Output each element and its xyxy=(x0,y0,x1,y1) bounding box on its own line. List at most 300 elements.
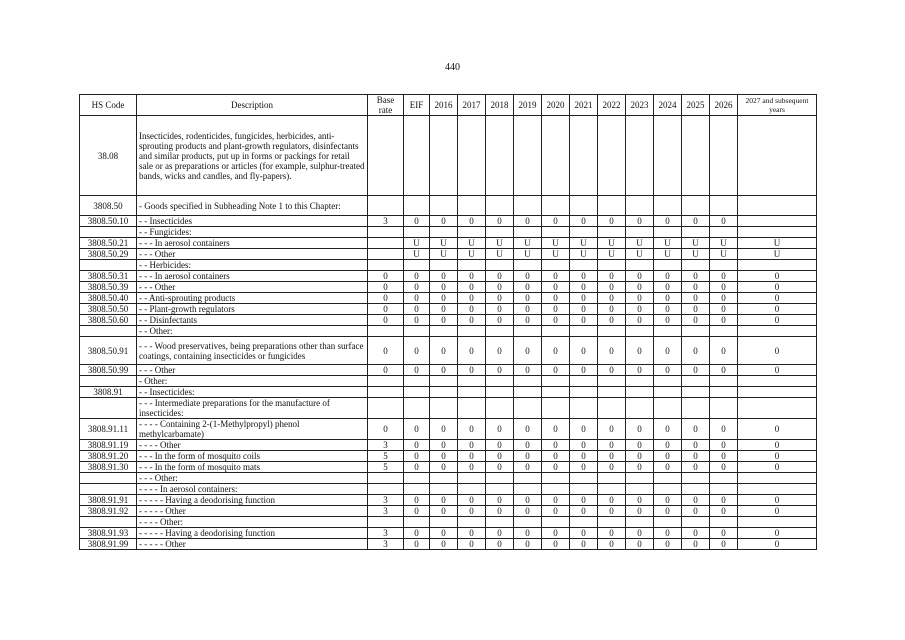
rate-cell: 0 xyxy=(738,293,817,304)
description-cell: - - - In the form of mosquito coils xyxy=(137,451,368,462)
table-row xyxy=(80,473,817,484)
rate-cell: 0 xyxy=(458,365,486,376)
rate-cell: 0 xyxy=(404,419,430,440)
rate-cell: 0 xyxy=(404,271,430,282)
rate-cell xyxy=(654,473,682,484)
rate-cell: 0 xyxy=(368,282,404,293)
rate-cell: 5 xyxy=(368,451,404,462)
rate-cell: 0 xyxy=(626,539,654,550)
rate-cell: 0 xyxy=(654,451,682,462)
rate-cell: 5 xyxy=(368,462,404,473)
rate-cell xyxy=(738,376,817,387)
rate-cell: U xyxy=(542,249,570,260)
table-row xyxy=(80,539,817,550)
rate-cell: 0 xyxy=(368,365,404,376)
rate-cell xyxy=(430,398,458,419)
rate-cell xyxy=(514,387,542,398)
rate-cell: U xyxy=(404,249,430,260)
table-row xyxy=(80,495,817,506)
rate-cell: 0 xyxy=(486,282,514,293)
column-header: 2016 xyxy=(430,95,458,116)
rate-cell xyxy=(404,517,430,528)
rate-cell xyxy=(368,473,404,484)
rate-cell: 0 xyxy=(710,440,738,451)
rate-cell: 0 xyxy=(738,462,817,473)
rate-cell: 0 xyxy=(598,419,626,440)
rate-cell: 0 xyxy=(682,528,710,539)
rate-cell: 0 xyxy=(542,216,570,227)
rate-cell: 0 xyxy=(738,495,817,506)
table-row xyxy=(80,249,817,260)
rate-cell: U xyxy=(598,238,626,249)
rate-cell: 0 xyxy=(570,440,598,451)
rate-cell: 0 xyxy=(738,451,817,462)
rate-cell xyxy=(368,249,404,260)
rate-cell: 0 xyxy=(486,451,514,462)
hs-code-cell: 3808.50.31 xyxy=(80,271,137,282)
rate-cell: 0 xyxy=(710,293,738,304)
rate-cell: 0 xyxy=(710,539,738,550)
description-cell: - Goods specified in Subheading Note 1 to this Chapter: xyxy=(137,196,368,216)
hs-code-cell: 3808.50.40 xyxy=(80,293,137,304)
hs-code-cell xyxy=(80,517,137,528)
rate-cell xyxy=(570,387,598,398)
rate-cell: 0 xyxy=(430,216,458,227)
rate-cell xyxy=(458,227,486,238)
rate-cell: U xyxy=(570,249,598,260)
table-row xyxy=(80,506,817,517)
rate-cell xyxy=(430,260,458,271)
rate-cell: 0 xyxy=(738,440,817,451)
rate-cell: 0 xyxy=(404,440,430,451)
rate-cell: 0 xyxy=(458,440,486,451)
hs-code-cell: 3808.50.60 xyxy=(80,315,137,326)
rate-cell xyxy=(458,260,486,271)
rate-cell: 0 xyxy=(514,495,542,506)
description-cell: - - - - Other xyxy=(137,440,368,451)
rate-cell xyxy=(570,326,598,337)
description-cell: - - - Wood preservatives, being preparations other than surface coatings, containing insecticides or fungicides xyxy=(137,337,368,365)
rate-cell: 0 xyxy=(598,440,626,451)
rate-cell xyxy=(458,484,486,495)
rate-cell: U xyxy=(626,238,654,249)
hs-code-cell xyxy=(80,473,137,484)
rate-cell xyxy=(542,484,570,495)
rate-cell: U xyxy=(486,238,514,249)
column-header: 2024 xyxy=(654,95,682,116)
column-header: 2022 xyxy=(598,95,626,116)
rate-cell xyxy=(738,517,817,528)
description-cell: - - Herbicides: xyxy=(137,260,368,271)
rate-cell xyxy=(514,398,542,419)
rate-cell xyxy=(458,326,486,337)
rate-cell xyxy=(542,398,570,419)
rate-cell: 0 xyxy=(598,539,626,550)
rate-cell: 0 xyxy=(458,419,486,440)
rate-cell xyxy=(710,376,738,387)
rate-cell: 0 xyxy=(514,419,542,440)
rate-cell: 0 xyxy=(430,462,458,473)
rate-cell xyxy=(738,387,817,398)
rate-cell: 3 xyxy=(368,528,404,539)
description-cell: - - Plant-growth regulators xyxy=(137,304,368,315)
table-row xyxy=(80,337,817,365)
rate-cell xyxy=(654,387,682,398)
rate-cell: 0 xyxy=(570,337,598,365)
hs-code-cell: 3808.50 xyxy=(80,196,137,216)
rate-cell xyxy=(710,196,738,216)
rate-cell: 0 xyxy=(626,528,654,539)
column-header: 2020 xyxy=(542,95,570,116)
rate-cell xyxy=(710,473,738,484)
table-row xyxy=(80,440,817,451)
table-row xyxy=(80,484,817,495)
rate-cell: 0 xyxy=(682,451,710,462)
hs-code-cell xyxy=(80,326,137,337)
rate-cell: 3 xyxy=(368,539,404,550)
rate-cell: 0 xyxy=(710,462,738,473)
description-cell: - - - In aerosol containers xyxy=(137,271,368,282)
rate-cell xyxy=(710,484,738,495)
description-cell: - - Disinfectants xyxy=(137,315,368,326)
rate-cell: 0 xyxy=(542,337,570,365)
rate-cell: 0 xyxy=(486,528,514,539)
rate-cell xyxy=(626,473,654,484)
rate-cell xyxy=(542,116,570,196)
rate-cell xyxy=(626,517,654,528)
rate-cell: U xyxy=(654,238,682,249)
rate-cell: 0 xyxy=(654,282,682,293)
rate-cell: 0 xyxy=(598,293,626,304)
hs-code-cell: 3808.50.91 xyxy=(80,337,137,365)
rate-cell xyxy=(430,387,458,398)
hs-code-cell xyxy=(80,398,137,419)
rate-cell xyxy=(598,260,626,271)
rate-cell xyxy=(458,517,486,528)
rate-cell: 0 xyxy=(570,304,598,315)
rate-cell: 0 xyxy=(570,419,598,440)
column-header: Description xyxy=(137,95,368,116)
rate-cell xyxy=(458,387,486,398)
rate-cell xyxy=(598,517,626,528)
rate-cell: 0 xyxy=(430,440,458,451)
table-row xyxy=(80,387,817,398)
rate-cell: 0 xyxy=(598,304,626,315)
rate-cell: 0 xyxy=(654,271,682,282)
rate-cell: 0 xyxy=(404,462,430,473)
rate-cell xyxy=(368,116,404,196)
rate-cell: 0 xyxy=(654,462,682,473)
rate-cell xyxy=(404,326,430,337)
rate-cell xyxy=(542,326,570,337)
rate-cell: 0 xyxy=(626,451,654,462)
page-number: 440 xyxy=(445,62,460,73)
rate-cell: 0 xyxy=(430,315,458,326)
rate-cell: 0 xyxy=(710,365,738,376)
rate-cell: 0 xyxy=(514,451,542,462)
description-cell: - - Other: xyxy=(137,326,368,337)
rate-cell: 0 xyxy=(738,539,817,550)
rate-cell: 3 xyxy=(368,216,404,227)
rate-cell: 0 xyxy=(654,419,682,440)
hs-code-cell xyxy=(80,260,137,271)
rate-cell: 0 xyxy=(514,315,542,326)
rate-cell: 0 xyxy=(542,528,570,539)
hs-code-cell: 3808.91.99 xyxy=(80,539,137,550)
hs-code-cell: 3808.91.93 xyxy=(80,528,137,539)
rate-cell: 0 xyxy=(598,282,626,293)
description-cell: - - Fungicides: xyxy=(137,227,368,238)
rate-cell: 0 xyxy=(430,528,458,539)
rate-cell: 0 xyxy=(404,304,430,315)
rate-cell xyxy=(514,326,542,337)
rate-cell: 0 xyxy=(404,495,430,506)
column-header: 2018 xyxy=(486,95,514,116)
rate-cell: 0 xyxy=(430,506,458,517)
rate-cell: 0 xyxy=(486,495,514,506)
rate-cell: 0 xyxy=(570,365,598,376)
rate-cell: 0 xyxy=(404,539,430,550)
rate-cell: 0 xyxy=(430,271,458,282)
rate-cell: 0 xyxy=(710,528,738,539)
rate-cell: 0 xyxy=(710,495,738,506)
rate-cell: 0 xyxy=(458,293,486,304)
rate-cell xyxy=(486,116,514,196)
rate-cell: 0 xyxy=(404,337,430,365)
rate-cell: 0 xyxy=(486,293,514,304)
rate-cell: 0 xyxy=(514,528,542,539)
rate-cell: 0 xyxy=(430,451,458,462)
rate-cell xyxy=(626,484,654,495)
rate-cell: 0 xyxy=(514,462,542,473)
table-row xyxy=(80,304,817,315)
rate-cell xyxy=(626,398,654,419)
rate-cell xyxy=(710,398,738,419)
rate-cell xyxy=(368,260,404,271)
rate-cell: U xyxy=(738,249,817,260)
rate-cell: 0 xyxy=(514,271,542,282)
rate-cell: 0 xyxy=(738,271,817,282)
rate-cell xyxy=(654,398,682,419)
table-row xyxy=(80,398,817,419)
rate-cell: 0 xyxy=(570,462,598,473)
rate-cell xyxy=(738,484,817,495)
hs-code-cell: 38.08 xyxy=(80,116,137,196)
table-row xyxy=(80,517,817,528)
rate-cell: 0 xyxy=(458,216,486,227)
table-row xyxy=(80,293,817,304)
rate-cell xyxy=(570,196,598,216)
rate-cell: 0 xyxy=(682,337,710,365)
rate-cell: 0 xyxy=(570,495,598,506)
table-row xyxy=(80,528,817,539)
rate-cell: 0 xyxy=(738,315,817,326)
rate-cell: 0 xyxy=(682,440,710,451)
rate-cell xyxy=(626,196,654,216)
rate-cell: U xyxy=(486,249,514,260)
rate-cell: 0 xyxy=(710,304,738,315)
rate-cell xyxy=(430,484,458,495)
rate-cell: 0 xyxy=(430,365,458,376)
rate-cell: 0 xyxy=(626,293,654,304)
rate-cell: 0 xyxy=(486,419,514,440)
rate-cell: 0 xyxy=(458,282,486,293)
rate-cell xyxy=(514,376,542,387)
description-cell: - Other: xyxy=(137,376,368,387)
rate-cell xyxy=(486,260,514,271)
rate-cell: 0 xyxy=(430,419,458,440)
rate-cell: 0 xyxy=(542,440,570,451)
rate-cell: 0 xyxy=(626,337,654,365)
rate-cell xyxy=(682,260,710,271)
table-row xyxy=(80,315,817,326)
rate-cell: 0 xyxy=(710,216,738,227)
rate-cell xyxy=(542,517,570,528)
rate-cell: 0 xyxy=(570,506,598,517)
table-row xyxy=(80,419,817,440)
rate-cell xyxy=(626,116,654,196)
rate-cell: 0 xyxy=(570,539,598,550)
rate-cell: 0 xyxy=(404,528,430,539)
table-row xyxy=(80,451,817,462)
rate-cell: 3 xyxy=(368,440,404,451)
rate-cell xyxy=(710,387,738,398)
rate-cell: 0 xyxy=(404,216,430,227)
rate-cell: 0 xyxy=(458,506,486,517)
rate-cell: 0 xyxy=(404,315,430,326)
rate-cell: 0 xyxy=(514,337,542,365)
rate-cell: 0 xyxy=(542,293,570,304)
rate-cell: U xyxy=(514,249,542,260)
column-header: 2027 and subsequent years xyxy=(738,95,817,116)
rate-cell xyxy=(486,517,514,528)
rate-cell: 3 xyxy=(368,506,404,517)
description-cell: - - - In aerosol containers xyxy=(137,238,368,249)
rate-cell: 0 xyxy=(710,271,738,282)
rate-cell: 0 xyxy=(626,462,654,473)
rate-cell xyxy=(598,398,626,419)
hs-code-cell: 3808.91.30 xyxy=(80,462,137,473)
rate-cell: 0 xyxy=(514,365,542,376)
description-cell: - - - Other xyxy=(137,365,368,376)
rate-cell: 0 xyxy=(542,506,570,517)
rate-cell: 0 xyxy=(458,451,486,462)
rate-cell: 0 xyxy=(570,216,598,227)
rate-cell xyxy=(542,196,570,216)
rate-cell: 0 xyxy=(514,293,542,304)
rate-cell xyxy=(514,484,542,495)
rate-cell xyxy=(682,196,710,216)
table-row xyxy=(80,282,817,293)
rate-cell: 0 xyxy=(738,304,817,315)
rate-cell xyxy=(368,484,404,495)
rate-cell: 0 xyxy=(570,315,598,326)
hs-code-cell: 3808.50.99 xyxy=(80,365,137,376)
rate-cell xyxy=(654,227,682,238)
rate-cell: 0 xyxy=(570,271,598,282)
rate-cell xyxy=(710,326,738,337)
rate-cell xyxy=(738,216,817,227)
description-cell: - - Insecticides: xyxy=(137,387,368,398)
rate-cell xyxy=(542,376,570,387)
rate-cell xyxy=(514,473,542,484)
description-cell: - - - - - Other xyxy=(137,539,368,550)
rate-cell: 0 xyxy=(682,419,710,440)
rate-cell: 0 xyxy=(738,528,817,539)
rate-cell: 0 xyxy=(682,365,710,376)
rate-cell: 0 xyxy=(514,539,542,550)
rate-cell xyxy=(430,326,458,337)
rate-cell: 0 xyxy=(368,293,404,304)
rate-cell: U xyxy=(710,238,738,249)
description-cell: - - - - In aerosol containers: xyxy=(137,484,368,495)
hs-code-cell: 3808.50.21 xyxy=(80,238,137,249)
rate-cell: 0 xyxy=(654,539,682,550)
description-cell: - - - Other xyxy=(137,282,368,293)
rate-cell: 0 xyxy=(682,495,710,506)
rate-cell xyxy=(458,196,486,216)
rate-cell: 0 xyxy=(404,365,430,376)
rate-cell: U xyxy=(738,238,817,249)
column-header: 2021 xyxy=(570,95,598,116)
rate-cell xyxy=(404,376,430,387)
rate-cell: U xyxy=(654,249,682,260)
rate-cell xyxy=(486,196,514,216)
table-row xyxy=(80,227,817,238)
rate-cell: U xyxy=(682,249,710,260)
rate-cell xyxy=(404,473,430,484)
rate-cell: 0 xyxy=(626,282,654,293)
rate-cell xyxy=(626,227,654,238)
rate-cell: U xyxy=(598,249,626,260)
rate-cell: 0 xyxy=(682,462,710,473)
rate-cell xyxy=(430,473,458,484)
rate-cell xyxy=(486,376,514,387)
rate-cell: 0 xyxy=(738,419,817,440)
rate-cell: 0 xyxy=(486,506,514,517)
rate-cell: 0 xyxy=(486,462,514,473)
rate-cell xyxy=(458,376,486,387)
hs-code-cell: 3808.91.20 xyxy=(80,451,137,462)
description-cell: - - - - - Having a deodorising function xyxy=(137,495,368,506)
rate-cell: U xyxy=(458,249,486,260)
rate-cell: 0 xyxy=(626,271,654,282)
rate-cell xyxy=(654,517,682,528)
rate-cell: 0 xyxy=(598,271,626,282)
rate-cell xyxy=(430,116,458,196)
rate-cell xyxy=(682,484,710,495)
rate-cell: 0 xyxy=(654,315,682,326)
rate-cell: 0 xyxy=(654,506,682,517)
rate-cell xyxy=(682,227,710,238)
rate-cell: 0 xyxy=(368,315,404,326)
hs-code-cell: 3808.91.19 xyxy=(80,440,137,451)
description-cell: - - - Other xyxy=(137,249,368,260)
rate-cell: 0 xyxy=(598,365,626,376)
rate-cell xyxy=(514,196,542,216)
rate-cell: U xyxy=(430,249,458,260)
rate-cell xyxy=(542,227,570,238)
rate-cell: 0 xyxy=(404,293,430,304)
rate-cell xyxy=(654,116,682,196)
rate-cell xyxy=(682,116,710,196)
rate-cell: 0 xyxy=(654,337,682,365)
rate-cell: 0 xyxy=(738,282,817,293)
description-cell: Insecticides, rodenticides, fungicides, herbicides, anti-sprouting products and plant-growth regulators, disinfectants and similar products, put up in forms or packings for retail sale or as preparations or articles (for example, sulphur-treated bands, wicks and candles, and fly-papers). xyxy=(137,116,368,196)
table-body xyxy=(80,116,817,550)
rate-cell: 0 xyxy=(682,282,710,293)
rate-cell: 0 xyxy=(654,495,682,506)
